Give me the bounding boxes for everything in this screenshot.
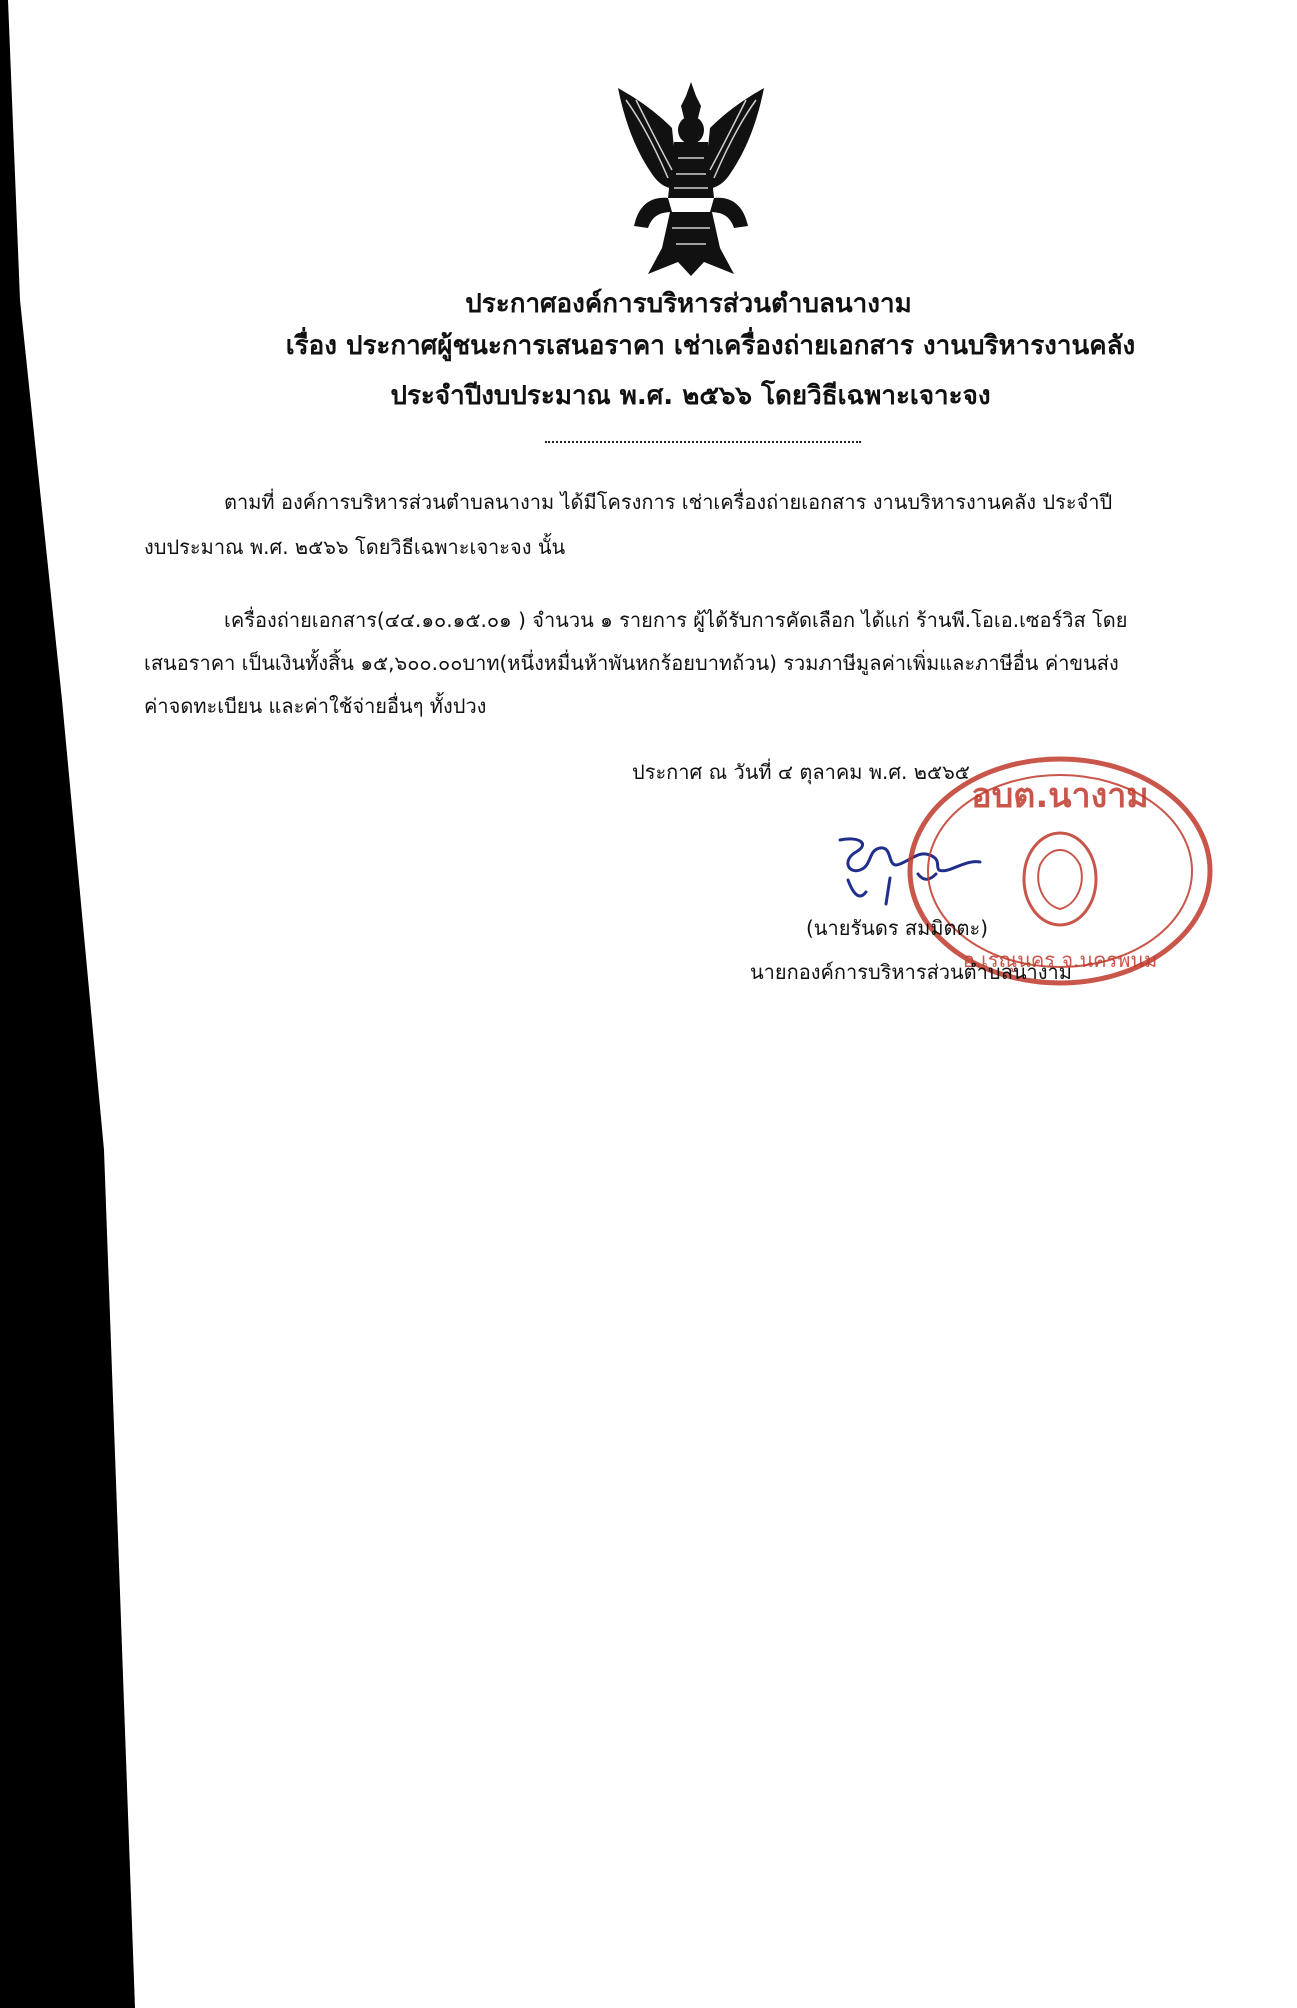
stamp-text-top: อบต.นางาม	[971, 776, 1149, 816]
announcement-fiscal-year: ประจำปีงบประมาณ พ.ศ. ๒๕๖๖ โดยวิธีเฉพาะเจาะจง	[390, 381, 991, 411]
paragraph-2-line-2: เสนอราคา เป็นเงินทั้งสิ้น ๑๕,๖๐๐.๐๐บาท(หนึ่งหมื่นห้าพันหกร้อยบาทถ้วน) รวมภาษีมูลค่าเพิ่มและภาษีอื่น ค่าขนส่ง	[144, 651, 1119, 675]
announcement-subject: เรื่อง ประกาศผู้ชนะการเสนอราคา เช่าเครื่องถ่ายเอกสาร งานบริหารงานคลัง	[285, 331, 1136, 361]
paragraph-2-line-3: ค่าจดทะเบียน และค่าใช้จ่ายอื่นๆ ทั้งปวง	[144, 694, 487, 718]
title-divider	[545, 441, 861, 443]
announcement-date: ประกาศ ณ วันที่ ๔ ตุลาคม พ.ศ. ๒๕๖๕	[632, 760, 970, 784]
signer-title: นายกองค์การบริหารส่วนตำบลนางาม	[750, 960, 1072, 984]
signer-name: (นายรันดร สมมิตตะ)	[806, 916, 989, 940]
stamp-text-bottom: อ.เรณูนคร จ.นครพนม	[962, 948, 1158, 972]
garuda-emblem-icon	[612, 78, 770, 278]
paragraph-1-line-1: ตามที่ องค์การบริหารส่วนตำบลนางาม ได้มีโครงการ เช่าเครื่องถ่ายเอกสาร งานบริหารงานคลัง ประจำปี	[224, 490, 1113, 514]
announcement-title: ประกาศองค์การบริหารส่วนตำบลนางาม	[465, 289, 912, 319]
paragraph-1-line-2: งบประมาณ พ.ศ. ๒๕๖๖ โดยวิธีเฉพาะเจาะจง นั้น	[144, 535, 566, 559]
paragraph-2-line-1: เครื่องถ่ายเอกสาร(๔๔.๑๐.๑๕.๐๑ ) จำนวน ๑ รายการ ผู้ได้รับการคัดเลือก ได้แก่ ร้านพี.โอเอ.เซอร์วิส โดย	[224, 608, 1128, 632]
